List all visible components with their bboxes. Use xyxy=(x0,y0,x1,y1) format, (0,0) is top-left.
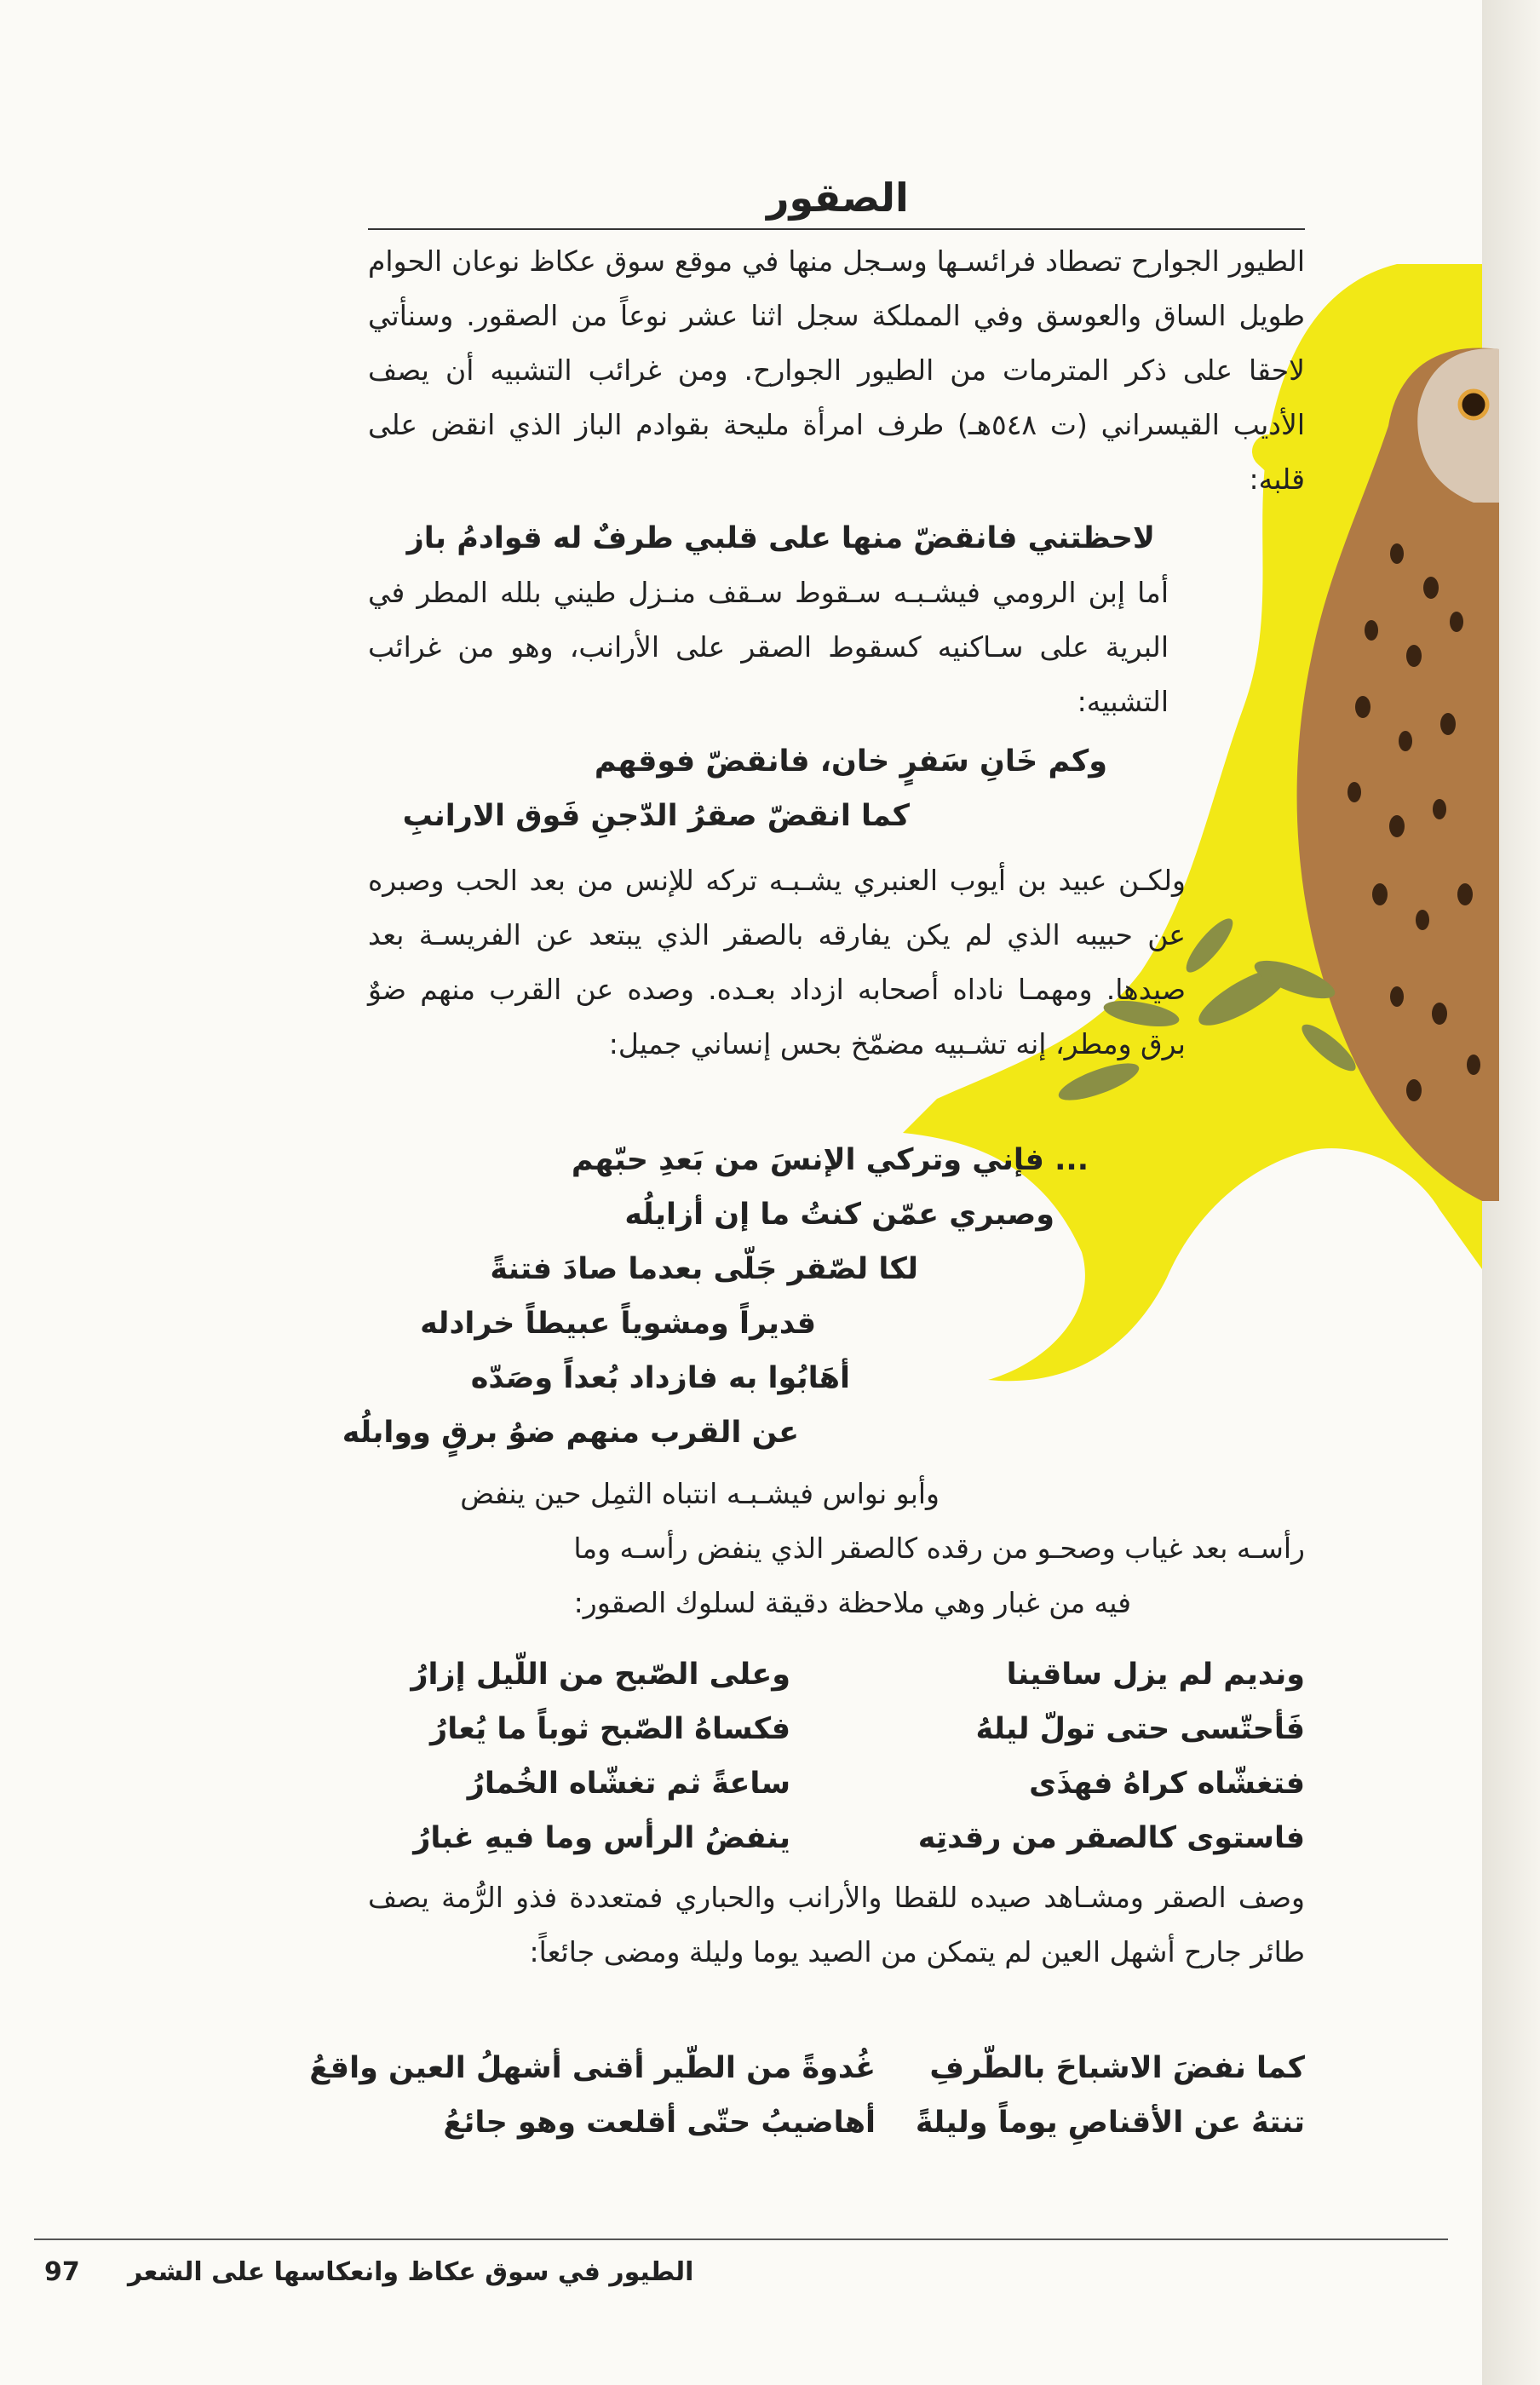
verse-2b: كما انقضّ صقرُ الدّجنِ فَوق الارانبِ xyxy=(402,799,910,833)
verse-4-right-4: فاستوى كالصقر من رقدتِه xyxy=(917,1821,1305,1855)
verse-3-line-2: وصبري عمّن كنتُ ما إن أزايلُه xyxy=(624,1198,1054,1232)
page-number: 97 xyxy=(44,2257,80,2287)
paragraph-4-line-3: فيه من غبار وهي ملاحظة دقيقة لسلوك الصقور: xyxy=(573,1586,1131,1619)
verse-4-right-2: فَأحتّسى حتى تولّ ليلهُ xyxy=(975,1712,1305,1746)
verse-5-right-2: تنتهُ عن الأقناصِ يوماً وليلةً xyxy=(915,2106,1305,2140)
verse-5-left-2: أهاضيبُ حتّى أقلعت وهو جائعُ xyxy=(443,2106,876,2140)
verse-4-left-2: فكساهُ الصّبح ثوباً ما يُعارُ xyxy=(430,1712,790,1746)
paragraph-2: أما إبن الرومي فيشـبـه سـقوط سـقف منـزل طيني بلله المطر في البرية على سـاكنيه كسقوط الصقر على الأرانب، وهو من غرائب التشبيه: xyxy=(368,576,1169,718)
paragraph-5: وصف الصقر ومشـاهد صيده للقطا والأرانب والحباري فمتعددة فذو الرُّمة يصف طائر جارح أشهل العين لم يتمكن من الصيد يوما وليلة ومضى جائعاً: xyxy=(368,1881,1305,1968)
title-divider xyxy=(368,228,1305,230)
verse-4-left-3: ساعةً ثم تغشّاه الخُمارُ xyxy=(467,1767,790,1801)
verse-3-line-3: لكا لصّقر جَلّى بعدما صادَ فتنةً xyxy=(490,1252,918,1286)
paragraph-4-line-1: وأبو نواس فيشـبـه انتباه الثمِل حين ينفض xyxy=(460,1477,940,1510)
verse-3-line-6: عن القرب منهم ضوُ برقٍ ووابلُه xyxy=(342,1416,799,1450)
footer-divider xyxy=(34,2238,1448,2240)
verse-4-right-3: فتغشّاه كراهُ فهذَى xyxy=(1029,1767,1305,1801)
verse-5-right-1: كما نفضَ الاشباحَ بالطّرفِ xyxy=(929,2051,1305,2085)
verse-5-left-1: غُدوةً من الطّير أقنى أشهلُ العين واقعُ xyxy=(309,2051,876,2085)
verse-4-left-1: وعلى الصّبح من اللّيل إزارُ xyxy=(411,1658,790,1692)
paragraph-4-line-2: رأسـه بعد غياب وصحـو من رقده كالصقر الذي ينفض رأسـه وما xyxy=(573,1532,1305,1565)
verse-2a: وكم خَانِ سَفرٍ خان، فانقضّ فوقهم xyxy=(594,744,1107,779)
paragraph-1: الطيور الجوارح تصطاد فرائسـها وسـجل منها في موقع سوق عكاظ نوعان الحوام طويل الساق والعوسق وفي المملكة سجل اثنا عشر نوعاً من الصقور. وسنأتي لاحقا على ذكر المترمات من الطيور الجوارح. ومن غرائب التشبيه أن يصف الأديب القيسراني (ت ٥٤٨هـ) طرف امرأة مليحة بقوادم الباز الذي انقض على قلبه: xyxy=(368,244,1305,496)
verse-3-line-1: ... فإني وتركي الإنسَ من بَعدِ حبّهم xyxy=(571,1143,1089,1177)
verse-3-line-5: أهَابُوا به فازداد بُعداً وصَدّه xyxy=(470,1361,850,1395)
footer-book-title: الطيور في سوق عكاظ وانعكاسها على الشعر xyxy=(128,2257,694,2287)
verse-4-right-1: ونديم لم يزل ساقينا xyxy=(1006,1658,1305,1692)
section-title: الصقور xyxy=(767,175,909,221)
paragraph-3: ولكـن عبيد بن أيوب العنبري يشـبـه تركه للإنس من بعد الحب وصبره عن حبيبه الذي لم يكن يفارقه بالصقر الذي يبتعد عن الفريسـة بعد صيدها. ومهمـا ناداه أصحابه ازداد بعـده. وصده عن القرب منهم ضوٌ برق ومطر، إنه تشـبيه مضمّخ بحس إنساني جميل: xyxy=(368,864,1186,1060)
verse-4-left-4: ينفضُ الرأس وما فيهِ غبارُ xyxy=(413,1821,790,1855)
verse-1: لاحظتني فانقضّ منها على قلبي طرفٌ له قوادمُ باز xyxy=(406,521,1155,555)
verse-3-line-4: قديراً ومشوياً عبيطاً خرادله xyxy=(420,1307,816,1341)
